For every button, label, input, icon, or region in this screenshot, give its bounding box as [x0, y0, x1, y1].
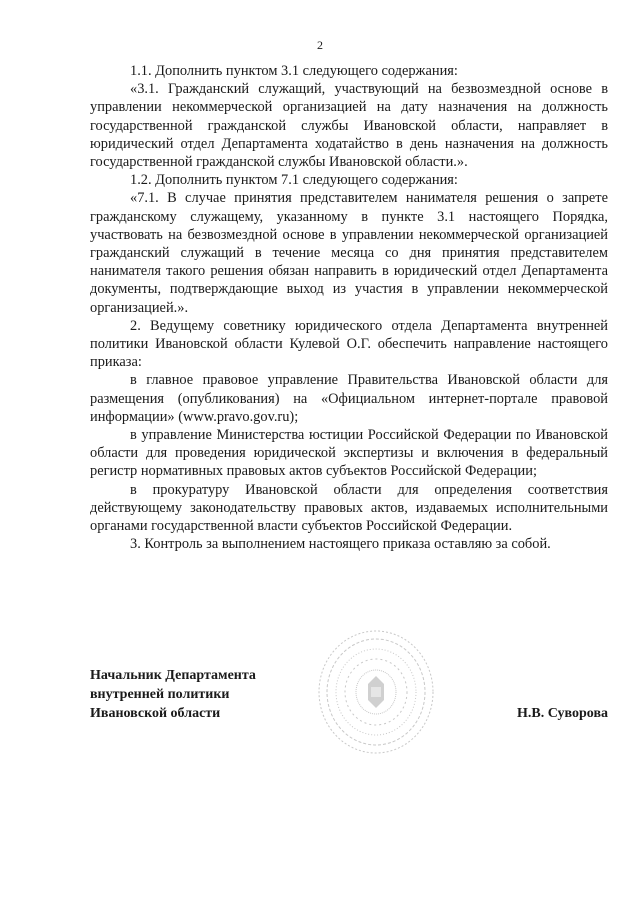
paragraph-recipient-prosecutor: в прокуратуру Ивановской области для определения соответствия действующему законодательству правовых актов, издаваемых исполнительными органами государственной власти субъектов Российской Федерации. — [90, 481, 608, 535]
document-body — [90, 62, 608, 553]
paragraph-3: 3. Контроль за выполнением настоящего приказа оставляю за собой. — [130, 536, 551, 553]
paragraph-7-1-text: «7.1. В случае принятия представителем нанимателя решения о запрете гражданскому служащему, указанному в пункте 3.1 настоящего Порядка, участвовать на безвозмездной основе в управлении некоммерческой организацией гражданский служащий в течение месяца со дня принятия представителем нанимателя такого решения обязан направить в юридический отдел Департамента документы, подтверждающие выход из участия в управлении некоммерческой организацией.». — [90, 190, 608, 316]
signatory-name: Н.В. Суворова — [517, 706, 608, 721]
paragraph-1-2: 1.2. Дополнить пунктом 7.1 следующего содержания: — [130, 172, 458, 189]
signatory-position — [90, 666, 256, 723]
paragraph-recipient-legal-dept: в главное правовое управление Правительства Ивановской области для размещения (опубликования) на «Официальном интернет-портале правовой информации» (www.pravo.gov.ru); — [90, 372, 608, 425]
signatory-position-line: Ивановской области — [90, 706, 221, 721]
paragraph-3-1-text: «3.1. Гражданский служащий, участвующий на безвозмездной основе в управлении некоммерческой организацией на дату назначения на должность государственной гражданской службы Ивановской области, направляет в юридический отдел Департамента ходатайство в день назначения на должность государственной гражданской службы Ивановской области.». — [90, 81, 608, 171]
signatory-position-line: внутренней политики — [90, 687, 230, 702]
paragraph-recipient-justice: в управление Министерства юстиции Российской Федерации по Ивановской области для проведения юридической экспертизы и включения в федеральный регистр нормативных правовых актов субъектов Российской Федерации; — [90, 427, 608, 480]
signature-block — [90, 666, 608, 726]
page-number: 2 — [317, 38, 323, 52]
signatory-position-line: Начальник Департамента — [90, 668, 256, 683]
paragraph-2: 2. Ведущему советнику юридического отдела Департамента внутренней политики Ивановской области Кулевой О.Г. обеспечить направление настоящего приказа: — [90, 317, 608, 371]
paragraph-1-1: 1.1. Дополнить пунктом 3.1 следующего содержания: — [130, 63, 458, 79]
